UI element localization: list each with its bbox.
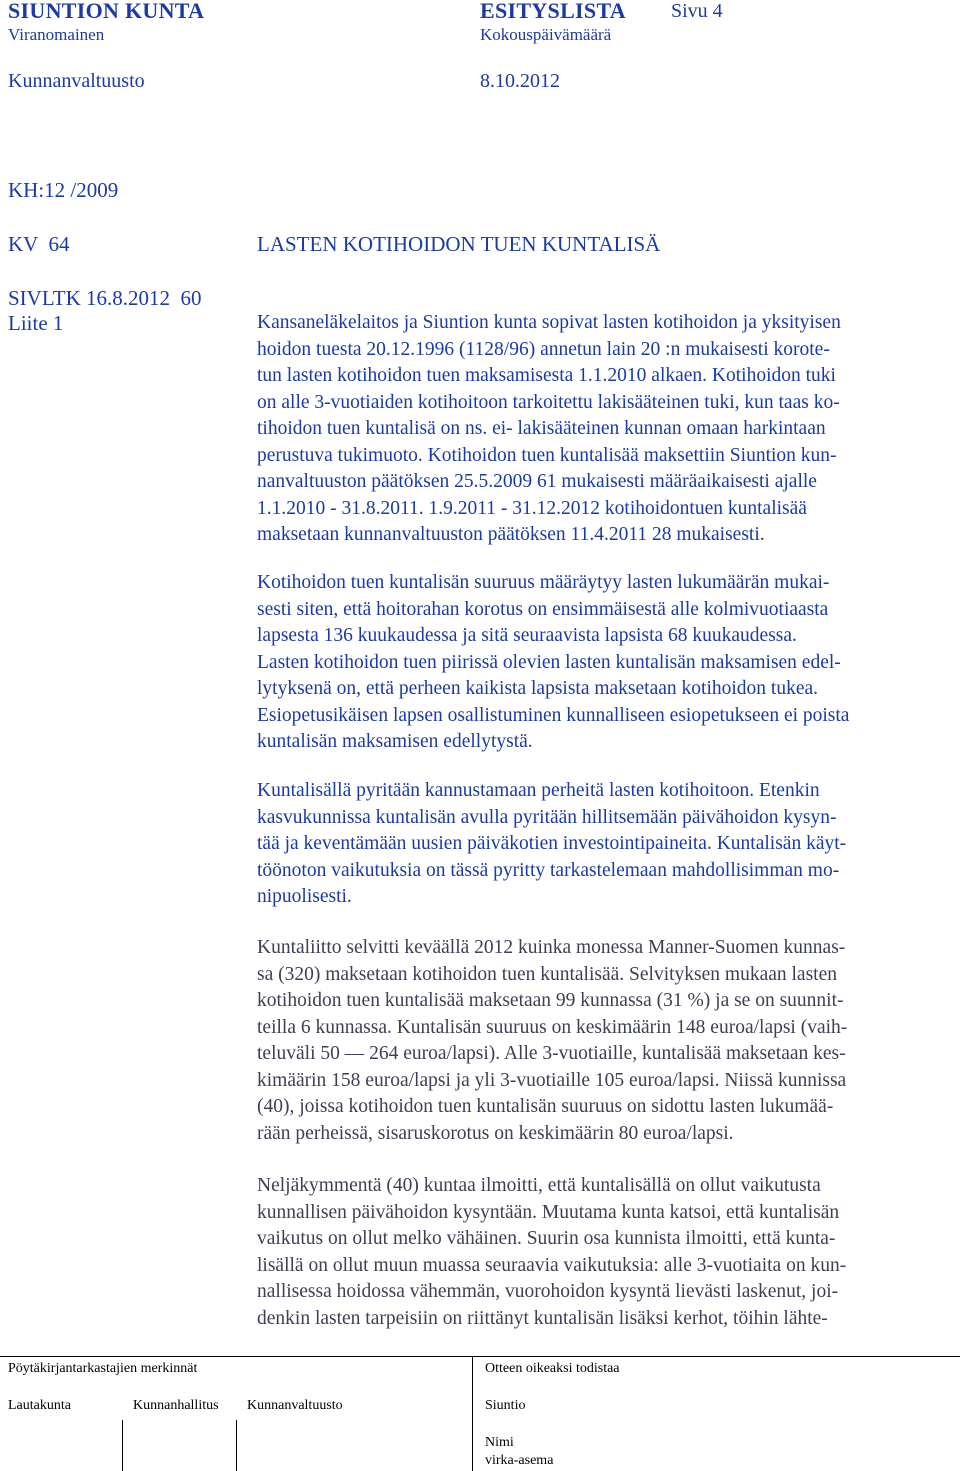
paragraph-line: tää ja keventämään uusien päiväkotien investointipaineita. Kuntalisän käyt- xyxy=(257,833,847,854)
paragraph-line: kasvukunnissa kuntalisän avulla pyritään hillitsemään päivähoidon kysyn- xyxy=(257,806,837,828)
paragraph-line: sa (320) maksetaan kotihoidon tuen kuntalisää. Selvityksen mukaan lasten xyxy=(257,963,837,985)
attachment-label: Liite 1 xyxy=(8,311,64,335)
paragraph-line: sesti siten, että hoitorahan korotus on ensimmäisestä alle kolmivuotiaasta xyxy=(257,598,829,620)
paragraph-line: kimäärin 158 euroa/lapsi ja yli 3-vuotiaille 105 euroa/lapsi. Niissä kunnissa xyxy=(257,1069,847,1091)
paragraph-line: lapsesta 136 kuukaudessa ja sitä seuraavista lapsista 68 kuukaudessa. xyxy=(257,625,797,646)
footer-col-divider-2 xyxy=(236,1420,237,1471)
paragraph-line: rään perheissä, sisaruskorotus on keskimäärin 80 euroa/lapsi. xyxy=(257,1122,734,1144)
paragraph-line: Neljäkymmentä (40) kuntaa ilmoitti, että kuntalisällä on ollut vaikutusta xyxy=(257,1175,821,1196)
paragraph-line: kotihoidon tuen kuntalisää maksetaan 99 kunnassa (31 %) ja se on suunnit- xyxy=(257,990,844,1011)
paragraph-3 xyxy=(257,778,939,911)
meeting-date: 8.10.2012 xyxy=(480,70,560,92)
footer-position-label: virka-asema xyxy=(485,1453,554,1468)
paragraph-line: kunnallisen päivähoidon kysyntään. Muutama kunta katsoi, että kuntalisän xyxy=(257,1201,840,1223)
paragraph-line: Kotihoidon tuen kuntalisän suuruus määräytyy lasten lukumäärän mukai- xyxy=(257,572,830,593)
footer-board-column: Lautakunta xyxy=(8,1398,71,1413)
footer-council-column: Kunnanvaltuusto xyxy=(247,1398,343,1413)
paragraph-line: tihoidon tuen kuntalisä on ns. ei- lakisääteinen kunnan omaan harkintaan xyxy=(257,418,826,439)
paragraph-4 xyxy=(257,935,939,1147)
paragraph-1 xyxy=(257,310,939,549)
footer-municipal-board-column: Kunnanhallitus xyxy=(133,1398,219,1413)
paragraph-line: vaikutus on ollut melko vähäinen. Suurin osa kunnista ilmoitti, että kunta- xyxy=(257,1228,836,1249)
paragraph-line: denkin lasten tarpeisiin on riittänyt kuntalisän lisäksi kerhot, töihin lähte- xyxy=(257,1307,828,1329)
footer-name-label: Nimi xyxy=(485,1435,514,1450)
footer-certified-label: Otteen oikeaksi todistaa xyxy=(485,1361,620,1376)
footer-col-divider-1 xyxy=(122,1420,123,1471)
paragraph-line: Kuntaliitto selvitti keväällä 2012 kuinka monessa Manner-Suomen kunnas- xyxy=(257,937,846,958)
paragraph-line: hoidon tuesta 20.12.1996 (1128/96) annetun lain 20 :n mukaisesti korote- xyxy=(257,338,830,360)
authority-label: Viranomainen xyxy=(8,25,105,44)
paragraph-line: maksetaan kunnanvaltuuston päätöksen 11.4.2011 28 mukaisesti. xyxy=(257,524,765,545)
paragraph-line: nipuolisesti. xyxy=(257,886,352,907)
paragraph-line: töönoton vaikutuksia on tässä pyritty tarkastelemaan mahdollisimman mo- xyxy=(257,859,840,881)
paragraph-line: teluväli 50 — 264 euroa/lapsi). Alle 3-vuotiaille, kuntalisää maksetaan kes- xyxy=(257,1043,846,1064)
document-type: ESITYSLISTA xyxy=(480,0,626,23)
paragraph-line: Kuntalisällä pyritään kannustamaan perheitä lasten kotihoitoon. Etenkin xyxy=(257,780,820,801)
org-name: SIUNTION KUNTA xyxy=(8,0,205,23)
paragraph-line: teilla 6 kunnassa. Kuntalisän suuruus on keskimäärin 148 euroa/lapsi (vaih- xyxy=(257,1016,848,1038)
paragraph-2 xyxy=(257,570,939,756)
paragraph-line: tun lasten kotihoidon tuen maksamisesta 1.1.2010 alkaen. Kotihoidon tuki xyxy=(257,365,836,386)
paragraph-line: perustuva tukimuoto. Kotihoidon tuen kuntalisää maksettiin Siuntion kun- xyxy=(257,444,837,466)
paragraph-line: Kansaneläkelaitos ja Siuntion kunta sopivat lasten kotihoidon ja yksityisen xyxy=(257,312,841,333)
paragraph-line: on alle 3-vuotiaiden kotihoitoon tarkoitettu lakisääteinen tuki, kun taas ko- xyxy=(257,391,840,413)
paragraph-line: nallisessa hoidossa vähemmän, vuorohoidon kysyntä lievästi laskenut, joi- xyxy=(257,1281,839,1302)
footer-notes-label: Pöytäkirjantarkastajien merkinnät xyxy=(8,1361,198,1376)
paragraph-line: Esiopetusikäisen lapsen osallistuminen kunnalliseen esiopetukseen ei poista xyxy=(257,704,850,726)
authority-name: Kunnanvaltuusto xyxy=(8,70,145,92)
paragraph-line: lytyksenä on, että perheen kaikista lapsista maksetaan kotihoidon tukea. xyxy=(257,678,819,699)
paragraph-line: 1.1.2010 - 31.8.2011. 1.9.2011 - 31.12.2012 kotihoidontuen kuntalisää xyxy=(257,497,807,519)
paragraph-5 xyxy=(257,1173,939,1332)
paragraph-line: nanvaltuuston päätöksen 25.5.2009 61 mukaisesti määräaikaisesti ajalle xyxy=(257,471,817,492)
sivltk-reference: SIVLTK 16.8.2012 60 xyxy=(8,286,202,310)
kh-reference: KH:12 /2009 xyxy=(8,178,119,202)
paragraph-line: (40), joissa kotihoidon tuen kuntalisän suuruus on sidottu lasten lukumää- xyxy=(257,1096,834,1117)
footer-place: Siuntio xyxy=(485,1398,526,1413)
document-title: LASTEN KOTIHOIDON TUEN KUNTALISÄ xyxy=(257,232,661,256)
paragraph-line: kuntalisän maksamisen edellytystä. xyxy=(257,731,533,752)
paragraph-line: lisällä on ollut muun muassa seuraavia vaikutuksia: alle 3-vuotiaita on kun- xyxy=(257,1254,847,1276)
footer-divider xyxy=(472,1356,473,1471)
page-number: Sivu 4 xyxy=(671,0,723,22)
paragraph-line: Lasten kotihoidon tuen piirissä olevien lasten kuntalisän maksamisen edel- xyxy=(257,651,841,673)
kv-reference: KV 64 xyxy=(8,232,70,256)
meeting-date-label: Kokouspäivämäärä xyxy=(480,25,612,44)
footer-top-rule xyxy=(0,1356,960,1357)
